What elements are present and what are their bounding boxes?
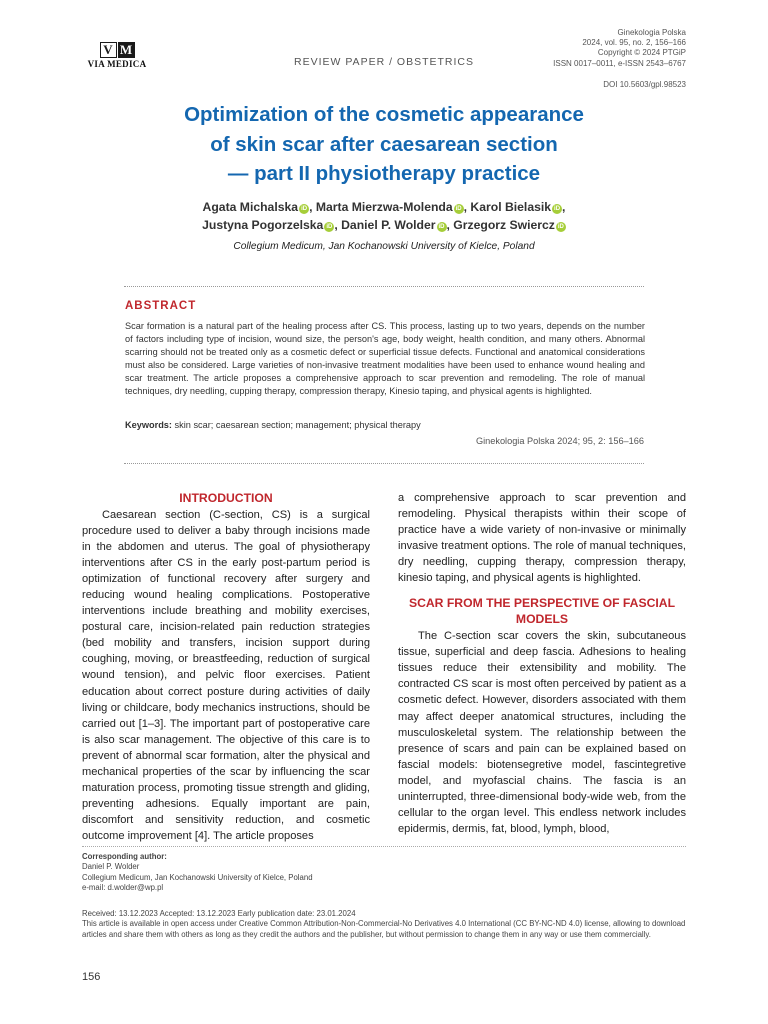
- corr-heading: Corresponding author:: [82, 852, 167, 861]
- keywords-list: skin scar; caesarean section; management; physical therapy: [174, 420, 421, 430]
- logo-letter-m: M: [118, 42, 135, 58]
- orcid-icon[interactable]: iD: [326, 224, 333, 230]
- citation: Ginekologia Polska 2024; 95, 2: 156–166: [475, 436, 644, 446]
- author-list: [100, 198, 668, 234]
- section-heading-introduction: INTRODUCTION: [179, 491, 273, 505]
- orcid-icon[interactable]: iD: [301, 206, 308, 212]
- author-line: Agata Michalska iD , Marta Mierzwa-Molenda iD , Karol Bielasik iD ,: [202, 200, 566, 214]
- intro-paragraph-continued: a comprehensive approach to scar prevention and remodeling. Physical therapists within their scope of practice have a wide variety of non-invasive or minimally invasive treatment options. The role of manual techniques, dry needling, cupping therapy, compression therapy, kinesio taping, and physical agents is highlighted.: [398, 492, 686, 585]
- orcid-icon[interactable]: iD: [455, 206, 462, 212]
- corr-affiliation: Collegium Medicum, Jan Kochanowski University of Kielce, Poland: [82, 872, 313, 882]
- corr-email[interactable]: e-mail: d.wolder@wp.pl: [82, 883, 164, 893]
- section-label: REVIEW PAPER / OBSTETRICS: [294, 56, 474, 68]
- journal-volume: 2024, vol. 95, no. 2, 156–166: [582, 38, 686, 48]
- title-line: — part II physiotherapy practice: [227, 162, 541, 185]
- affiliation: Collegium Medicum, Jan Kochanowski University of Kielce, Poland: [233, 241, 535, 252]
- section-heading-fascial: SCAR FROM THE PERSPECTIVE OF FASCIAL MODELS: [408, 596, 676, 626]
- title-line: Optimization of the cosmetic appearance: [184, 103, 584, 126]
- author-name: Daniel P. Wolder: [341, 218, 436, 232]
- column-right: [398, 490, 686, 837]
- abstract-text: Scar formation is a natural part of the healing process after CS. This process, lasting up to two years, depends on the number of factors including type of incision, wound size, the person's age, body weight, health condition, and many others. Abnormal scarring should not be treated only as a cosmetic defect or superficial tissue defects. Functional and anatomical considerations must also be considered. Large varieties of non-invasive treatment modalities have been used to enhance wound healing and scar treatment. The article proposes a comprehensive approach to scar prevention and remodeling. The role of manual techniques, dry needling, cupping therapy, compression therapy, Kinesio taping, and physical agents is highlighted.: [125, 321, 645, 397]
- doi-link[interactable]: DOI 10.5603/gpl.98523: [603, 80, 686, 89]
- divider: [124, 286, 644, 287]
- author-name: Grzegorz Swiercz: [453, 218, 555, 232]
- author-name: Justyna Pogorzelska: [202, 218, 324, 232]
- author-name: Karol Bielasik: [470, 200, 552, 214]
- page-number: 156: [82, 971, 101, 983]
- license-text: This article is available in open access under Creative Common Attribution-Non-Commercial-No Derivatives 4.0 International (CC BY-NC-ND 4.0) license, allowing to download articles and share them with others as long as they credit the authors and the publisher, but without permission to change them in any way or use them commercially.: [82, 919, 686, 939]
- journal-issn: ISSN 0017–0011, e-ISSN 2543–6767: [553, 58, 686, 68]
- orcid-icon[interactable]: iD: [554, 206, 561, 212]
- column-left: [82, 490, 370, 844]
- logo-letter-v: V: [100, 42, 117, 58]
- corr-name: Daniel P. Wolder: [82, 862, 140, 872]
- abstract-heading: ABSTRACT: [125, 300, 197, 312]
- article-title: [120, 100, 648, 189]
- journal-info: [553, 28, 686, 69]
- publication-info: [82, 909, 686, 940]
- author-name: Agata Michalska: [202, 200, 299, 214]
- keywords-label: Keywords:: [125, 420, 172, 430]
- orcid-icon[interactable]: iD: [557, 224, 564, 230]
- intro-paragraph: Caesarean section (C-section, CS) is a surgical procedure used to deliver a baby through incisions made in the abdomen and uterus. The goal of physiotherapy interventions after CS in the early post-partum period is optimization of functional recovery after surgery and reducing wound healing complications. Postoperative interventions include breathing and mobility exercises, postural care, incision-related pain reduction strategies (bed mobility and transfers, incision support during coughing, moving, or breastfeeding, reduction of surgical wound tension), and pelvic floor exercises. Patient education about correct posture during activities of daily living or childcare, body mechanics instructions, should be carried out [1–3]. The important part of postoperative care is also scar management. The objective of this care is to prevent of abnormal scar formation, alter the physical and mechanical properties of the scar by influencing the scar maturation process, promoting tissue strength and gliding, preventing adhesions. Equally important are pain, discomfort and sensitivity reduction, and cosmetic outcome improvement [4]. The article proposes: [82, 509, 370, 842]
- corresponding-author: [82, 852, 313, 894]
- fascial-paragraph: The C-section scar covers the skin, subcutaneous tissue, superficial and deep fascia. Adhesions to healing tissues reduce their extensibility and mobility. The contracted CS scar is most often perceived by patient as a cosmetic defect. However, disorders associated with them may affect deeper anatomical structures, including the musculoskeletal system. The relationship between the presence of scars and pain can be explained based on fascial models: biotensegretive model, fascintegretive model, and myofascial chains. The fascia is an uninterrupted, three-dimensional body-wide web, from the cellular to the organ level. This endless network includes epidermis, dermis, fat, blood, lymph, blood,: [398, 630, 686, 835]
- orcid-icon[interactable]: iD: [438, 224, 445, 230]
- divider: [124, 463, 644, 464]
- journal-name: Ginekologia Polska: [617, 28, 686, 37]
- keywords: [125, 419, 645, 432]
- publication-dates: Received: 13.12.2023 Accepted: 13.12.2023 Early publication date: 23.01.2024: [82, 909, 356, 918]
- title-line: of skin scar after caesarean section: [210, 132, 558, 156]
- logo-text: VIA MEDICA: [87, 59, 147, 69]
- author-name: Marta Mierzwa-Molenda: [315, 200, 453, 214]
- journal-copyright: Copyright © 2024 PTGiP: [597, 48, 686, 58]
- author-line: Justyna Pogorzelska iD , Daniel P. Wolder iD , Grzegorz Swiercz iD: [202, 218, 564, 232]
- footer-divider: [82, 846, 686, 847]
